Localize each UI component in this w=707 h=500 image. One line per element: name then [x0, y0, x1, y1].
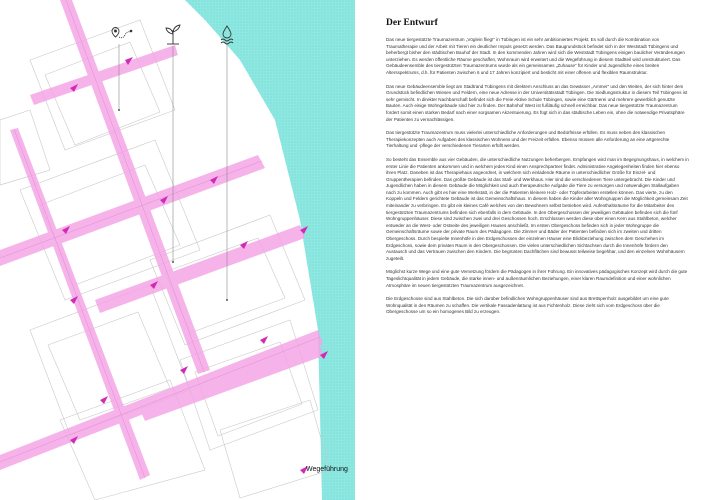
article-paragraph: Das neue tiergestützte Traumazentrum „Vöglein flieg!“ in Tübingen ist ein sehr ambitioniertes Projekt. Es soll durch die Kombination von Traumatherapie und der Arbeit mit Tieren ein deutlicher Impuls gesetzt werden. Das Baugrundstück befindet sich in der Weststadt Tübingens und beherbergt bisher den städtischen Bauhof der Stadt. In den kommenden Jahren wird sich die Weststadt Tübingens einigen baulicher Veränderungen unterziehen. Es werden öffentliche Räume geschaffen, Wohnraum wird erweitert und die Wegeführung in diesem Stadtteil wird umstrukturiert. Das Gebäudeensemble des tiergestützten Traumazentrums wurde als ein gemeinsames „Zuhause“ für Kinder und Jugendliche eines breiten Altersspektrums, d.h. für Patienten zwischen 6 und 17 Jahren konzipiert und besticht mit einer offenen und flexiblen Raumstruktur. [386, 37, 685, 75]
article-column [386, 18, 690, 488]
article-paragraph: Das neue Gebäudeensemble liegt am Stadtrand Tübingens mit direktem Anschluss an das Gewässer „Ammer“ und den Weiten, der sich hinter dem Grundstück befindlichen Wiesen und Feldern, eine neue Adresse in der Universitätsstadt Tübingen. Die Siedlungsstruktur in diesem Teil Tübingens ist sehr gemischt. In direkter Nachbarschaft befindet sich die Freie Aktive Schule Tübingen, sowie eine Gärtnerei und mehrere gewerblich genutzte Bauten. Auch einige Wohngebäude sind hier zu finden. Der Bahnhof West ist fußläufig schnell erreichbar. Das neue tiergestützte Traumazentrum fordert somit einen starken Bedarf nach einer sorgsamen Akzentuierung. Es fügt sich in das städtische Leben ein, ohne die notwendige Privatsphäre der Patienten zu vernachlässigen. [386, 83, 688, 122]
article-paragraph: So besteht das Ensemble aus vier Gebäuden, die unterschiedliche Nutzungen beherbergen. Empfangen wird man im Begegnungshaus, in welchem in erster Linie die Patienten ankommen und in welchem jedes Kind einen Ansprechpartner findet. Administrative Angelegenheiten finden hier ebenso ihren Platz. Daneben ist das Therapiehaus angeordnet, in welchem sich einladende Räume in unterschiedlicher Größe für Einzel- und Gruppentherapien befinden. Das größte Gebäude ist das Stall- und Werkhaus. Hier sind die verschiedenen Tiere untergebracht. Die Kinder und Jugendlichen haben in diesem Gebäude die Möglichkeit und auch therapeutische Aufgabe die Tiere zu versorgen und notwendigen Stallaufgaben nach zu kommen. Auch gibt es hier eine Werkstatt, in der die Patienten kleinere Holz- oder Töpferarbeiten erstellen können. Das vierte, zu den Koppeln und Feldern gerichtete Gebäude ist das Gemeinschaftshaus. In diesem haben die Kinder aller Wohngruppen die Möglichkeit gemeinsam Zeit miteinander zu verbringen. Es gibt ein kleines Café welches von den Bewohnern selbst betrieben wird. Aufenthaltsräume für die Mitarbeiter des tiergestützten Traumazentrums befinden sich ebenfalls in dem Gebäude. In den Obergeschossen der jeweiligen Gebäuden befinden sich die fünf Wohngruppenhäuser. Diese sind zwischen zwei und drei Geschossen hoch. Erschlossen werden diese über einen Kern aus Stahlbeton, welcher entweder an die West- oder Ostseite des jeweiligen Hauses anschließt. Im ersten Obergeschoss befinden sich in jeder Wohngruppe die Gemeinschaftsräume sowie der private Raum des Pädagogen. Die Zimmer und Bäder der Patienten befinden sich im zweiten und dritten Obergeschoss. Durch bespielte Innenhöfe in den Erdgeschossen der einzelnen Häuser eine Blickbeziehung zwischen dem Geschehen im Erdgeschoss, sowie dem privaten Raum in den Obergeschossen. Die vielen unterschiedlichen Sichtachsen durch die Innenhöfe fördern den Austausch und das Vertrauen zwischen den Kindern. Die begrünten Dachflächen sind bewusst teilweise begehbar, und den einzelnen Wohnhäusern zugeteilt. [386, 156, 689, 261]
article-paragraph: Die Erdgeschosse sind aus Stahlbeton. Die sich darüber befindlichen Wohngruppenhäuser sind aus Brettsperrholz ausgebildet um eine gute Wohnqualität in den Räumen zu schaffen. Die vertikale Fassadenlattung ist aus Fichtenholz. Diese zieht sich vom Erdgeschoss über die Obergeschosse um so ein homogenes Bild zu erzeugen. [386, 296, 669, 315]
article-title: Der Entwurf [386, 18, 438, 28]
plan-caption: Wegeführung [306, 466, 348, 473]
plant-sprout-icon [166, 25, 180, 44]
article-paragraph: Das tiergestützte Traumazentrum muss vielerlei unterschiedliche Anforderungen und Bedürfnisse erfüllen. Es muss neben den klassischen Therapiekonzepten auch Aufgaben des klassischen Wohnens und der Freizeit erfüllen. Ebenso müssen alle Anforderung an eine artgerechte Tierhaltung und -pflege der verschiedenen Tierarten erfüllt werden. [386, 130, 670, 149]
article-paragraph: Möglichst kurze Wege und eine gute Vernetzung fördern die Pädagogen in ihrer Führung. Ein innovatives pädagogisches Konzept wird durch die gute Tageslichtqualität in jedem Gebäude, die starke innen- und außenräumlichen Beziehungen, einer klaren Raumdefinition und einer wohnlichen Atmosphäre im neuen tiergestützten Traumazentrum ausgezeichnet. [386, 269, 688, 288]
